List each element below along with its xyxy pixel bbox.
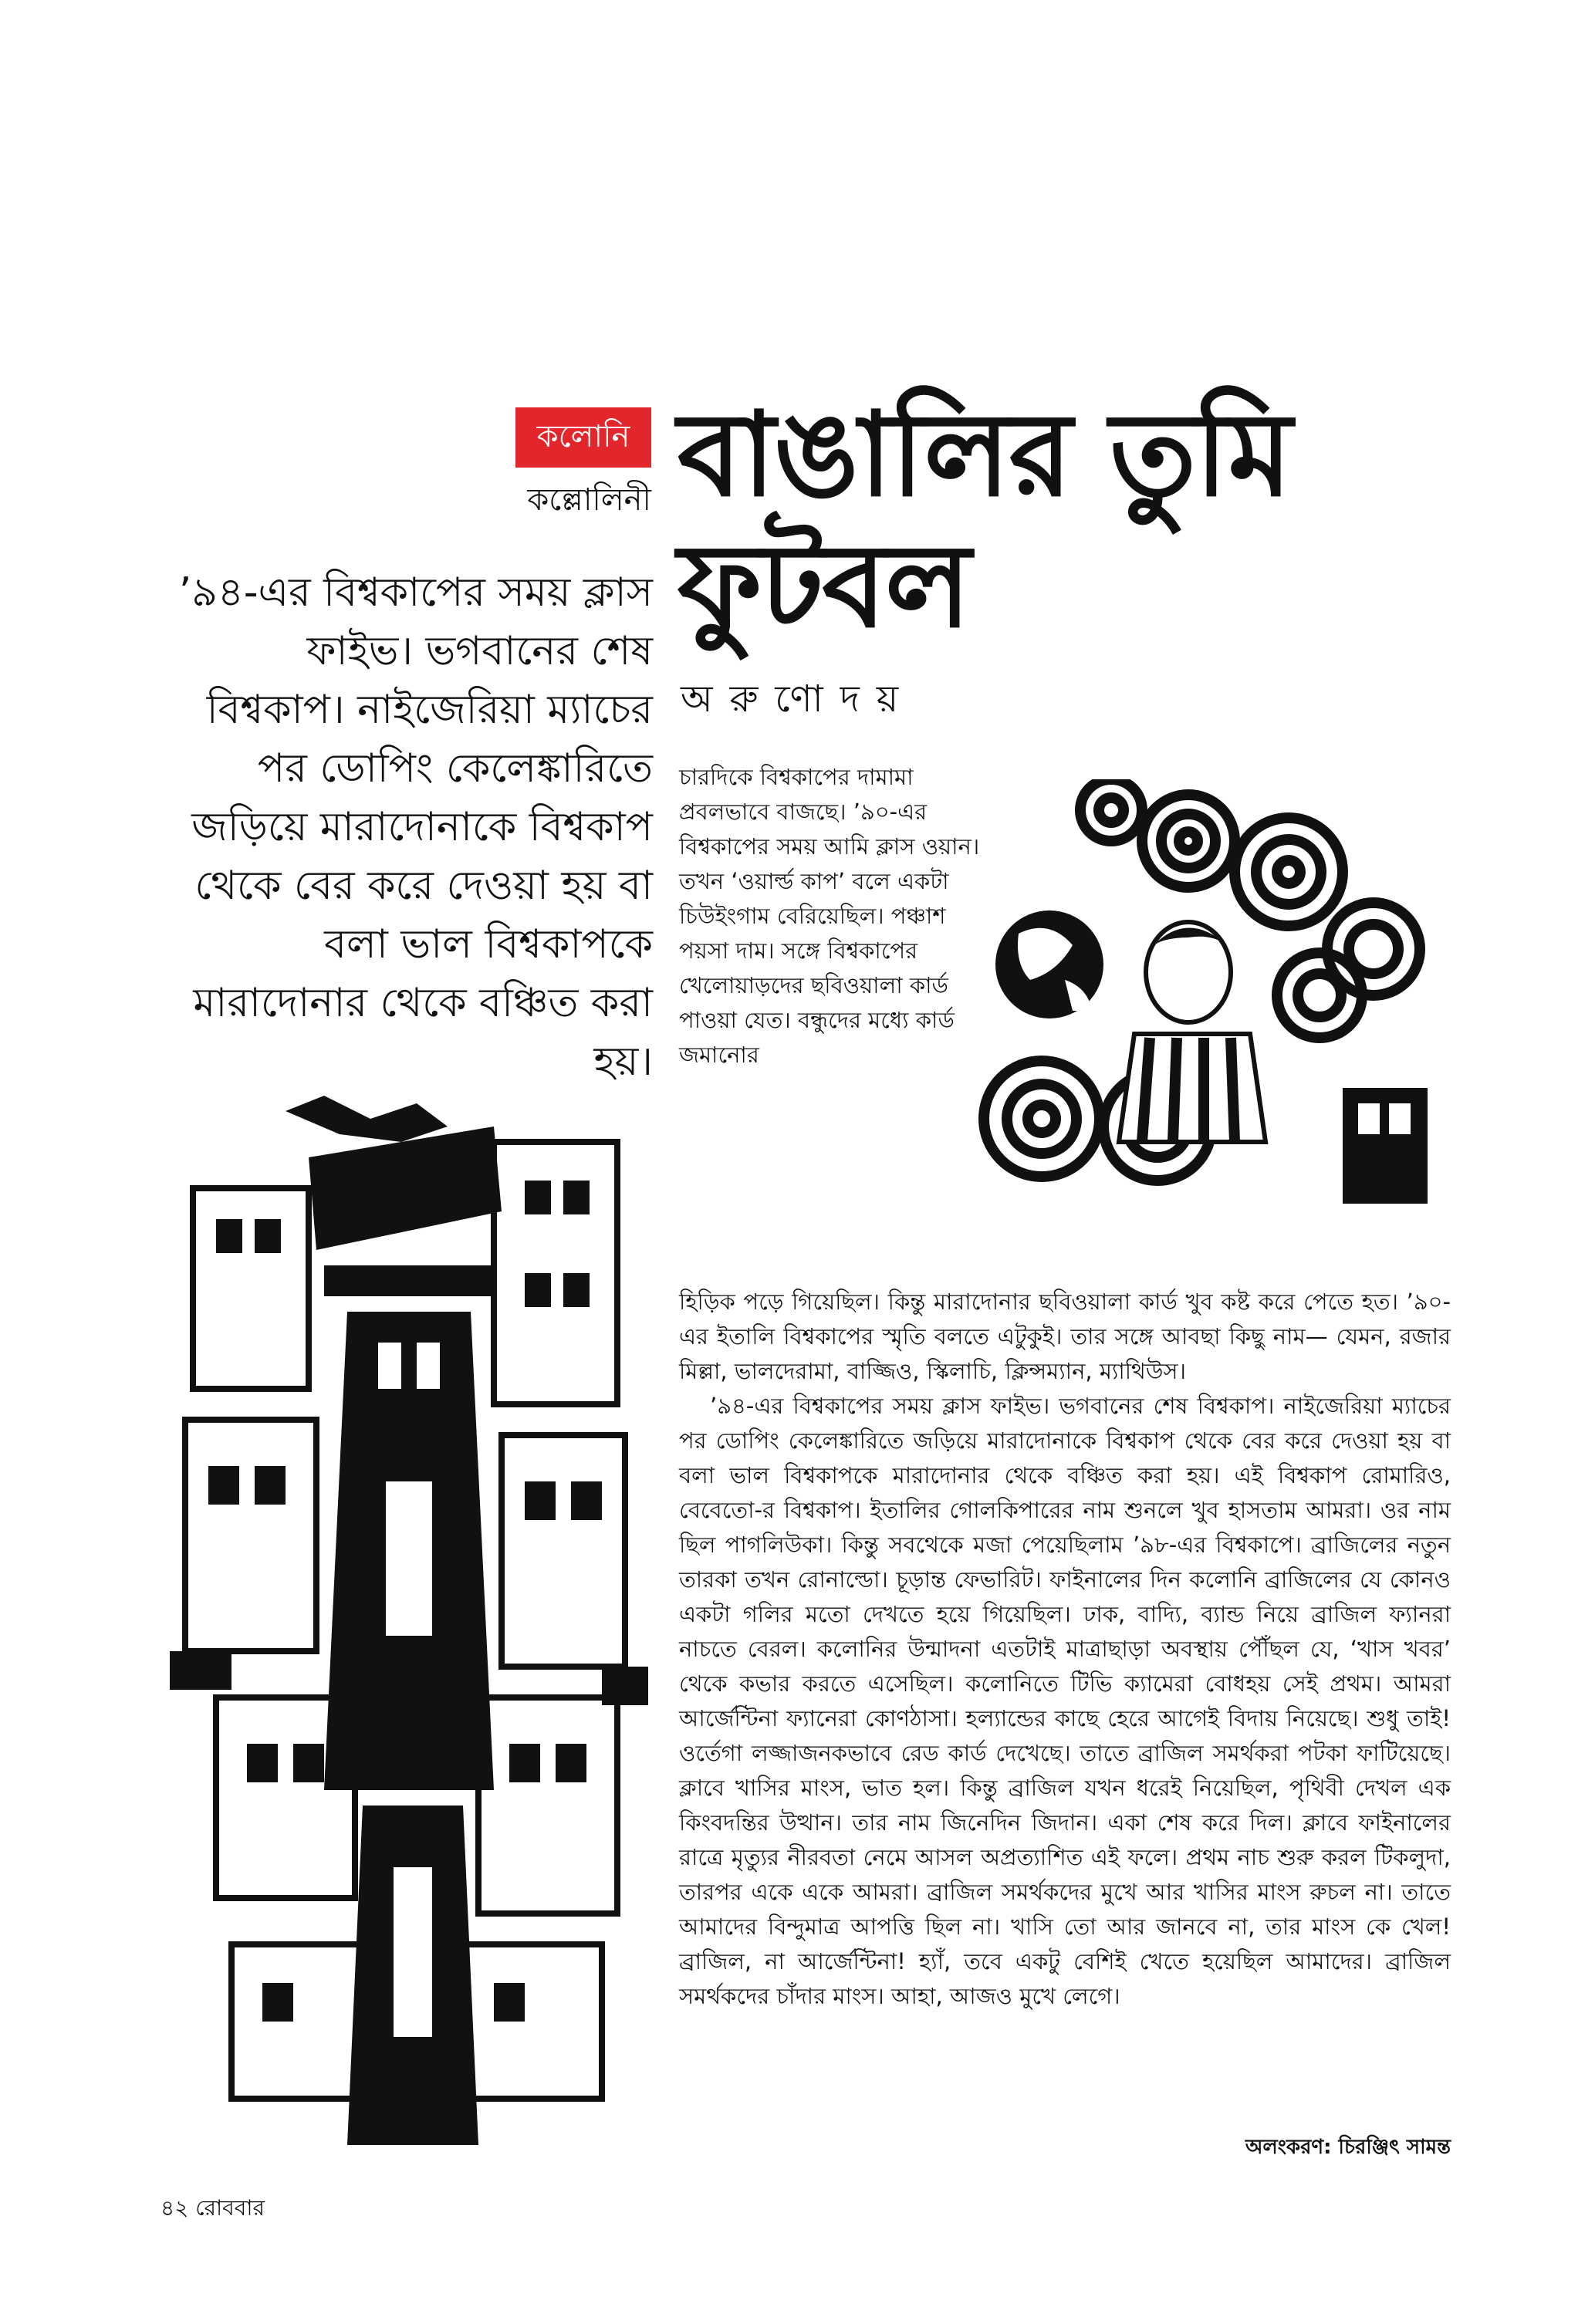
headline [678,390,1526,652]
pull-quote: ’৯৪-এর বিশ্বকাপের সময় ক্লাস ফাইভ। ভগবানের শেষ বিশ্বকাপ। নাইজেরিয়া ম্যাচের পর ডোপিং কেলেঙ্কারিতে জড়িয়ে মারাদোনাকে বিশ্বকাপ থেকে বের করে দেওয়া হয় বা বলা ভাল বিশ্বকাপকে মারাদোনার থেকে বঞ্চিত করা হয়। [178,569,653,1085]
section-tag: কলোনি [515,407,651,468]
body-paragraph-2: ’৯৪-এর বিশ্বকাপের সময় ক্লাস ফাইভ। ভগবানের শেষ বিশ্বকাপ। নাইজেরিয়া ম্যাচের পর ডোপিং কেলেঙ্কারিতে জড়িয়ে মারাদোনাকে বিশ্বকাপ থেকে বের করে দেওয়া হয় বা বলা ভাল বিশ্বকাপকে মারাদোনার থেকে বঞ্চিত করা হয়। এই বিশ্বকাপ রোমারিও, বেবেতো-র বিশ্বকাপ। ইতালির গোলকিপারের নাম শুনলে খুব হাসতাম আমরা। ওর নাম ছিল পাগলিউকা। কিন্তু সবথেকে মজা পেয়েছিলাম ’৯৮-এর বিশ্বকাপে। ব্রাজিলের নতুন তারকা তখন রোনাল্ডো। চূড়ান্ত ফেভারিট। ফাইনালের দিন কলোনি ব্রাজিলের যে কোনও একটা গলির মতো দেখতে হয়ে গিয়েছিল। ঢাক, বাদ্যি, ব্যান্ড নিয়ে ব্রাজিল ফ্যানরা নাচতে বেরল। কলোনির উন্মাদনা এতটাই মাত্রাছাড়া অবস্থায় পৌঁছল যে, ‘খাস খবর’ থেকে কভার করতে এসেছিল। কলোনিতে টিভি ক্যামেরা বোধহয় সেই প্রথম। আমরা আর্জেন্টিনা ফ্যানেরা কোণঠাসা। হল্যান্ডের কাছে হেরে আগেই বিদায় নিয়েছে। শুধু তাই! ওর্তেগা লজ্জাজনকভাবে রেড কার্ড দেখেছে। তাতে ব্রাজিল সমর্থকরা পটকা ফাটিয়েছে। ক্লাবে খাসির মাংস, ভাত হল। কিন্তু ব্রাজিল যখন ধরেই নিয়েছিল, পৃথিবী দেখল এক কিংবদন্তির উত্থান। তার নাম জিনেদিন জিদান। একা শেষ করে দিল। ক্লাবে ফাইনালের রাত্রে মৃত্যুর নীরবতা নেমে আসল অপ্রত্যাশিত এই ফলে। প্রথম নাচ শুরু করল টিকলুদা, তারপর একে একে আমরা। ব্রাজিল সমর্থকদের মুখে আর খাসির মাংস রুচল না। তাতে আমাদের বিন্দুমাত্র আপত্তি ছিল না। খাসি তো আর জানবে না, তার মাংস কে খেল! ব্রাজিল, না আর্জেন্টিনা! হ্যাঁ, তবে একটু বেশিই খেতে হয়েছিল আমাদের। ব্রাজিল সমর্থকদের চাঁদার মাংস। আহা, আজও মুখে লেগে। [679,1393,1451,2009]
headline-line-2: ফুটবল [678,519,970,654]
body-paragraph-1: হিড়িক পড়ে গিয়েছিল। কিন্তু মারাদোনার ছবিওয়ালা কার্ড খুব কষ্ট করে পেতে হত। ’৯০-এর ইতালি বিশ্বকাপের স্মৃতি বলতে এটুকুই। তার সঙ্গে আবছা কিছু নাম— যেমন, রজার মিল্লা, ভালদেরামা, বাজ্জিও, স্কিলাচি, ক্লিন্সম্যান, ম্যাথিউস। [679,1289,1451,1384]
illustration-credit: অলংকরণ: চিরঞ্জিৎ সামন্ত [1245,2136,1451,2159]
headline-line-1: বাঙালির তুমি [678,388,1291,522]
colony-buildings-illustration [170,1096,648,2176]
author-byline: অরুণোদয় [681,677,916,721]
section-subtitle: কল্লোলিনী [527,482,651,518]
article-body [679,1285,1451,2014]
football-boy-illustration [957,779,1435,1211]
article-intro: চারদিকে বিশ্বকাপের দামামা প্রবলভাবে বাজছে। ’৯০-এর বিশ্বকাপের সময় আমি ক্লাস ওয়ান। তখন ‘ওয়ার্ল্ড কাপ’ বলে একটা চিউইংগাম বেরিয়েছিল। পঞ্চাশ পয়সা দাম। সঙ্গে বিশ্বকাপের খেলোয়াড়দের ছবিওয়ালা কার্ড পাওয়া যেত। বন্ধুদের মধ্যে কার্ড জমানোর [679,764,980,1068]
page-folio: ৪২ রোববার [161,2195,265,2221]
